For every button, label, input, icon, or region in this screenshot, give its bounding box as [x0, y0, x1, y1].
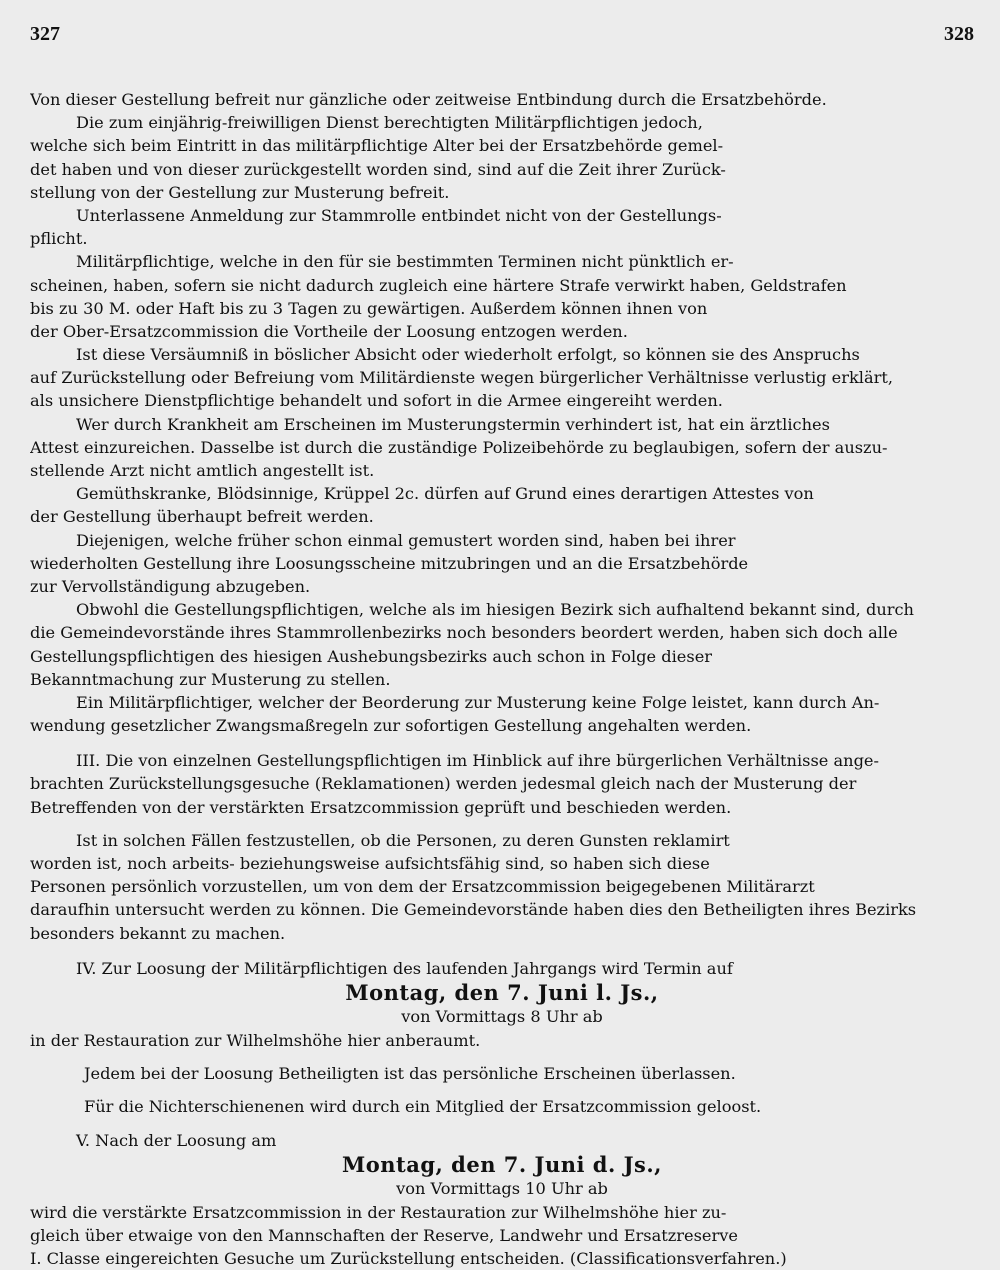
text-line: Ist diese Versäumniß in böslicher Absicht oder wiederholt erfolgt, so können sie des Anspruchs [76, 345, 860, 365]
text-line: der Gestellung überhaupt befreit werden. [30, 507, 374, 527]
text-line: wendung gesetzlicher Zwangsmaßregeln zur sofortigen Gestellung angehalten werden. [30, 716, 752, 736]
text-line: Die zum einjährig-freiwilligen Dienst berechtigten Militärpflichtigen jedoch, [76, 113, 703, 133]
text-line: als unsichere Dienstpflichtige behandelt und sofort in die Armee eingereiht werden. [30, 391, 723, 411]
text-line: wird die verstärkte Ersatzcommission in der Restauration zur Wilhelmshöhe hier zu- [30, 1202, 727, 1222]
text-line: Jedem bei der Loosung Betheiligten ist das persönliche Erscheinen überlassen. [84, 1064, 736, 1084]
text-line: Obwohl die Gestellungspflichtigen, welche als im hiesigen Bezirk sich aufhaltend bekannt sind, durch [76, 600, 914, 620]
page-number-left: 327 [30, 23, 60, 45]
text-line: Attest einzureichen. Dasselbe ist durch die zuständige Polizeibehörde zu beglaubigen, sofern der auszu- [30, 437, 888, 457]
body-text [30, 88, 974, 1270]
text-line: Wer durch Krankheit am Erscheinen im Musterungstermin verhindert ist, hat ein ärztliches [76, 414, 830, 434]
time-line: von Vormittags 8 Uhr ab [401, 1006, 603, 1026]
section-v-line: V. Nach der Loosung am [76, 1130, 277, 1150]
date-heading: Montag, den 7. Juni d. Js., [342, 1151, 662, 1177]
text-line: scheinen, haben, sofern sie nicht dadurch zugleich eine härtere Strafe verwirkt haben, Geldstrafen [30, 275, 847, 295]
text-line: bis zu 30 M. oder Haft bis zu 3 Tagen zu gewärtigen. Außerdem können ihnen von [30, 298, 708, 318]
text-line: besonders bekannt zu machen. [30, 923, 286, 943]
text-line: gleich über etwaige von den Mannschaften der Reserve, Landwehr und Ersatzreserve [30, 1225, 738, 1245]
text-line: Betreffenden von der verstärkten Ersatzcommission geprüft und beschieden werden. [30, 797, 732, 817]
text-line: Ein Militärpflichtiger, welcher der Beorderung zur Musterung keine Folge leistet, kann durch An- [76, 692, 880, 712]
text-line: worden ist, noch arbeits- beziehungsweise aufsichtsfähig sind, so haben sich diese [30, 854, 710, 873]
text-line: daraufhin untersucht werden zu können. Die Gemeindevorstände haben dies den Betheiligten ihres Bezirks [30, 900, 917, 920]
page-header [30, 22, 974, 52]
text-line: Ist in solchen Fällen festzustellen, ob die Personen, zu deren Gunsten reklamirt [76, 830, 730, 850]
text-line: Militärpflichtige, welche in den für sie bestimmten Terminen nicht pünktlich er- [76, 252, 734, 272]
section-iii-line: III. Die von einzelnen Gestellungspflichtigen im Hinblick auf ihre bürgerlichen Verhältnisse ange- [76, 751, 879, 771]
text-line: zur Vervollständigung abzugeben. [30, 576, 311, 596]
text-line: der Ober-Ersatzcommission die Vortheile der Loosung entzogen werden. [30, 321, 628, 341]
text-line: stellung von der Gestellung zur Musterung befreit. [30, 182, 450, 202]
text-line: welche sich beim Eintritt in das militärpflichtige Alter bei der Ersatzbehörde gemel- [30, 136, 724, 156]
text-line: pflicht. [30, 229, 88, 249]
text-line: Unterlassene Anmeldung zur Stammrolle entbindet nicht von der Gestellungs- [76, 205, 722, 225]
page-number-right: 328 [944, 23, 974, 45]
text-line: Gemüthskranke, Blödsinnige, Krüppel 2c. dürfen auf Grund eines derartigen Attestes von [76, 484, 814, 504]
text-line: in der Restauration zur Wilhelmshöhe hier anberaumt. [30, 1030, 481, 1050]
text-line: Von dieser Gestellung befreit nur gänzliche oder zeitweise Entbindung durch die Ersatzbehörde. [30, 90, 827, 109]
text-line: brachten Zurückstellungsgesuche (Reklamationen) werden jedesmal gleich nach der Musterung der [30, 774, 857, 794]
text-line: Personen persönlich vorzustellen, um von dem der Ersatzcommission beigegebenen Militärarzt [30, 877, 815, 897]
section-iv-line: IV. Zur Loosung der Militärpflichtigen des laufenden Jahrgangs wird Termin auf [76, 958, 733, 978]
time-line: von Vormittags 10 Uhr ab [396, 1178, 608, 1198]
text-line: det haben und von dieser zurückgestellt worden sind, sind auf die Zeit ihrer Zurück- [30, 159, 726, 179]
text-line: Diejenigen, welche früher schon einmal gemustert worden sind, haben bei ihrer [76, 530, 736, 550]
text-line: die Gemeindevorstände ihres Stammrollenbezirks noch besonders beordert werden, haben sich doch alle [30, 623, 898, 643]
text-line: I. Classe eingereichten Gesuche um Zurückstellung entscheiden. (Classificationsverfahren.) [30, 1249, 787, 1269]
text-line: Gestellungspflichtigen des hiesigen Aushebungsbezirks auch schon in Folge dieser [30, 646, 713, 666]
text-line: Bekanntmachung zur Musterung zu stellen. [30, 669, 391, 689]
text-line: stellende Arzt nicht amtlich angestellt ist. [30, 461, 375, 480]
text-line: wiederholten Gestellung ihre Loosungsscheine mitzubringen und an die Ersatzbehörde [30, 553, 749, 573]
date-heading: Montag, den 7. Juni l. Js., [345, 979, 659, 1005]
text-line: Für die Nichterschienenen wird durch ein Mitglied der Ersatzcommission geloost. [84, 1097, 762, 1117]
text-line: auf Zurückstellung oder Befreiung vom Militärdienste wegen bürgerlicher Verhältnisse verlustig erklärt, [30, 368, 893, 388]
